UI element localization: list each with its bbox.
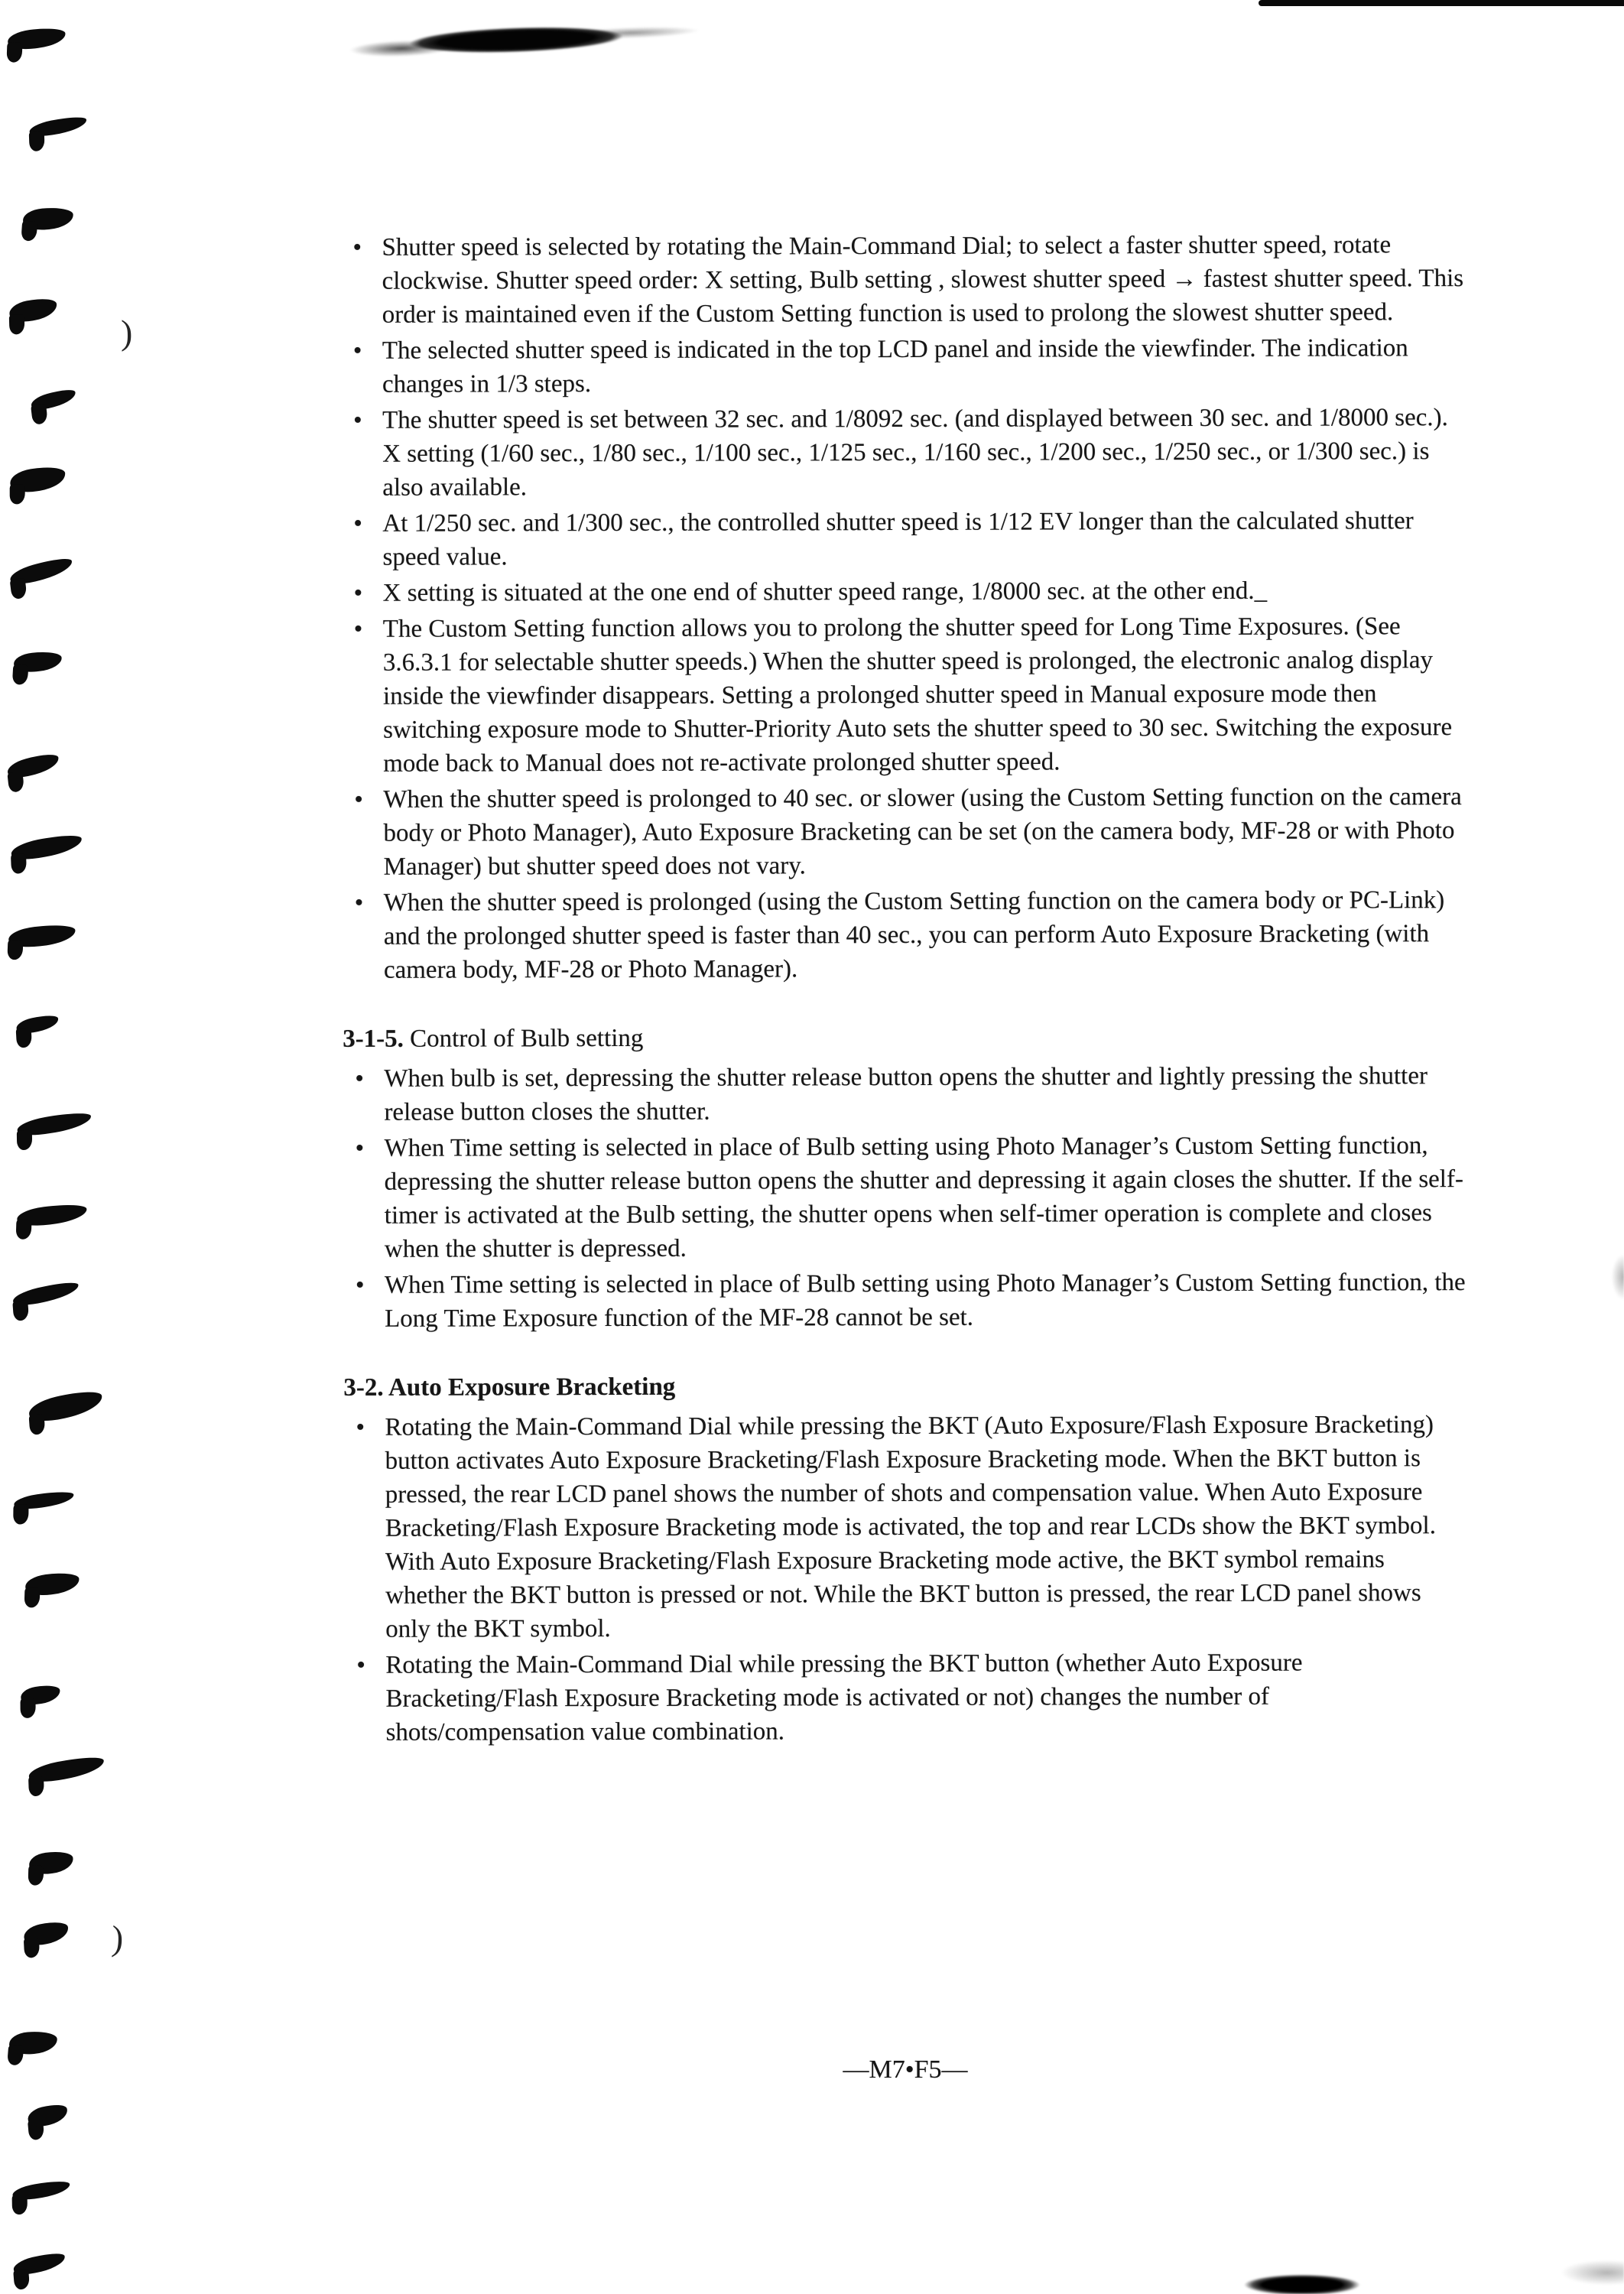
section-title: Control of Bulb setting — [410, 1024, 644, 1053]
binding-mark — [22, 1919, 70, 1948]
bullet-text: The Custom Setting function allows you to prolong the shutter speed for Long Time Exposures. (See 3.6.3.1 for selectable shutter speeds.) When the shutter speed is prolonged, the electronic analog display inside the viewfinder disappears. Setting a prolonged shutter speed in Manual exposure mode then switching exposure mode to Shutter-Priority Auto sets the shutter speed to 30 sec. Switching the exposure mode back to Manual does not re-activate prolonged shutter speed. — [382, 612, 1453, 778]
binding-mark — [15, 1012, 60, 1035]
bullet-item — [340, 228, 1466, 332]
bullet-item — [343, 1059, 1468, 1129]
bullet-text: At 1/250 sec. and 1/300 sec., the controlled shutter speed is 1/12 EV longer than the calculated shutter speed value. — [382, 507, 1414, 571]
binding-mark — [8, 295, 59, 324]
binding-mark — [16, 1201, 88, 1228]
binding-marks — [0, 0, 115, 2294]
scan-smudge-right-edge — [1598, 1240, 1624, 1314]
stray-paren-mark: ) — [121, 313, 133, 352]
binding-mark — [11, 2179, 71, 2203]
binding-mark — [7, 26, 67, 52]
stray-paren-mark: ) — [110, 1918, 125, 1958]
bullet-item — [343, 1129, 1468, 1266]
binding-mark — [5, 750, 61, 781]
binding-mark — [26, 2101, 70, 2130]
binding-mark — [10, 831, 84, 863]
binding-mark — [24, 1571, 81, 1598]
bullet-item — [344, 1646, 1470, 1750]
bullet-text: Shutter speed is selected by rotating the Main-Command Dial; to select a faster shutter speed, rotate clockwise. Shutter speed order: X setting, Bulb setting , slowest shutter speed → fastest shutter speed. This order is maintained even if the Custom Setting function is used to prolong the slowest shutter speed. — [382, 231, 1464, 329]
bullet-text: When Time setting is selected in place of Bulb setting using Photo Manager’s Custom Setting function, depressing the shutter release button opens the shutter and depressing it again closes the shutter. If the self-timer is activated at the Bulb setting, the shutter opens when self-timer operation is complete and closes when the shutter is depressed. — [384, 1132, 1463, 1263]
binding-mark — [12, 2250, 67, 2278]
scan-line-top-right — [1259, 0, 1624, 6]
bullet-list-bracketing — [343, 1408, 1470, 1750]
binding-mark — [8, 463, 67, 495]
binding-mark — [8, 554, 75, 588]
bullet-item — [341, 504, 1466, 574]
binding-mark — [28, 1753, 106, 1786]
bullet-text: X setting is situated at the one end of shutter speed range, 1/8000 sec. at the other end._ — [382, 577, 1268, 607]
bullet-text: Rotating the Main-Command Dial while pressing the BKT (Auto Exposure/Flash Exposure Bracketing) button activates Auto Exposure Bracketing/Flash Exposure Bracketing mode. When the BKT button is pressed, the rear LCD panel shows the number of shots and compensation value. When Auto Exposure Bracketing/Flash Exposure Bracketing mode is activated, the top and rear LCDs show the BKT symbol. With Auto Exposure Bracketing/Flash Exposure Bracketing mode active, the BKT symbol remains whether the BKT button is pressed or not. While the BKT button is pressed, the rear LCD panel shows only the BKT symbol. — [385, 1411, 1436, 1643]
bullet-item — [343, 1266, 1469, 1336]
bullet-list-bulb — [343, 1059, 1469, 1336]
binding-mark — [30, 386, 78, 412]
binding-mark — [27, 1386, 105, 1425]
scan-smudge-corner — [1509, 2240, 1624, 2294]
bullet-text: Rotating the Main-Command Dial while pressing the BKT button (whether Auto Exposure Bracketing/Flash Exposure Bracketing mode is activated or not) changes the number of shots/compensation value combination. — [385, 1649, 1303, 1746]
bullet-item — [341, 401, 1466, 505]
section-heading-3-2: 3-2. Auto Exposure Bracketing — [343, 1373, 676, 1402]
binding-mark — [28, 114, 88, 139]
ink-smudge-bottom — [1222, 2262, 1382, 2294]
bullet-item — [342, 780, 1467, 884]
bullet-text: When the shutter speed is prolonged to 40 sec. or slower (using the Custom Setting function on the camera body or Photo Manager), Auto Exposure Bracketing can be set (on the camera body, MF-28 or with Photo Manager) but shutter speed does not vary. — [383, 783, 1462, 881]
binding-mark — [19, 1683, 61, 1707]
bullet-item — [342, 609, 1468, 781]
page-number: —M7•F5— — [843, 2055, 968, 2084]
bullet-list-shutter-speed — [340, 228, 1468, 987]
binding-mark — [8, 922, 76, 950]
binding-mark — [16, 1110, 93, 1139]
binding-mark — [22, 206, 74, 232]
bullet-text: The selected shutter speed is indicated in the top LCD panel and inside the viewfinder. The indication changes in 1/3 steps. — [382, 334, 1408, 398]
ink-smudge-top — [328, 7, 712, 69]
binding-mark — [13, 650, 63, 674]
binding-mark — [8, 2030, 58, 2056]
bullet-text: The shutter speed is set between 32 sec. and 1/8092 sec. (and displayed between 30 sec. and 1/8000 sec.). X setting (1/60 sec., 1/80 sec., 1/100 sec., 1/125 sec., 1/160 sec., 1/200 sec., 1/250 sec., or 1/300 sec.) is also available. — [382, 404, 1448, 502]
section-heading-3-1-5 — [343, 1019, 1468, 1056]
bullet-item — [341, 331, 1466, 401]
bullet-item — [343, 883, 1468, 987]
bullet-text: When bulb is set, depressing the shutter release button opens the shutter and lightly pressing the shutter release button closes the shutter. — [384, 1062, 1427, 1126]
page-content — [340, 228, 1470, 1752]
bullet-text: When Time setting is selected in place of Bulb setting using Photo Manager’s Custom Setting function, the Long Time Exposure function of the MF-28 cannot be set. — [384, 1269, 1466, 1333]
section-number: 3-1-5. — [343, 1025, 404, 1053]
bullet-item — [343, 1408, 1470, 1646]
bullet-item — [342, 574, 1467, 610]
binding-mark — [28, 1849, 74, 1876]
bullet-text: When the shutter speed is prolonged (using the Custom Setting function on the camera body or PC-Link) and the prolonged shutter speed is faster than 40 sec., you can perform Auto Exposure Bracketing (with camera body, MF-28 or Photo Manager). — [383, 886, 1445, 984]
binding-mark — [13, 1489, 75, 1511]
binding-mark — [11, 1279, 80, 1309]
